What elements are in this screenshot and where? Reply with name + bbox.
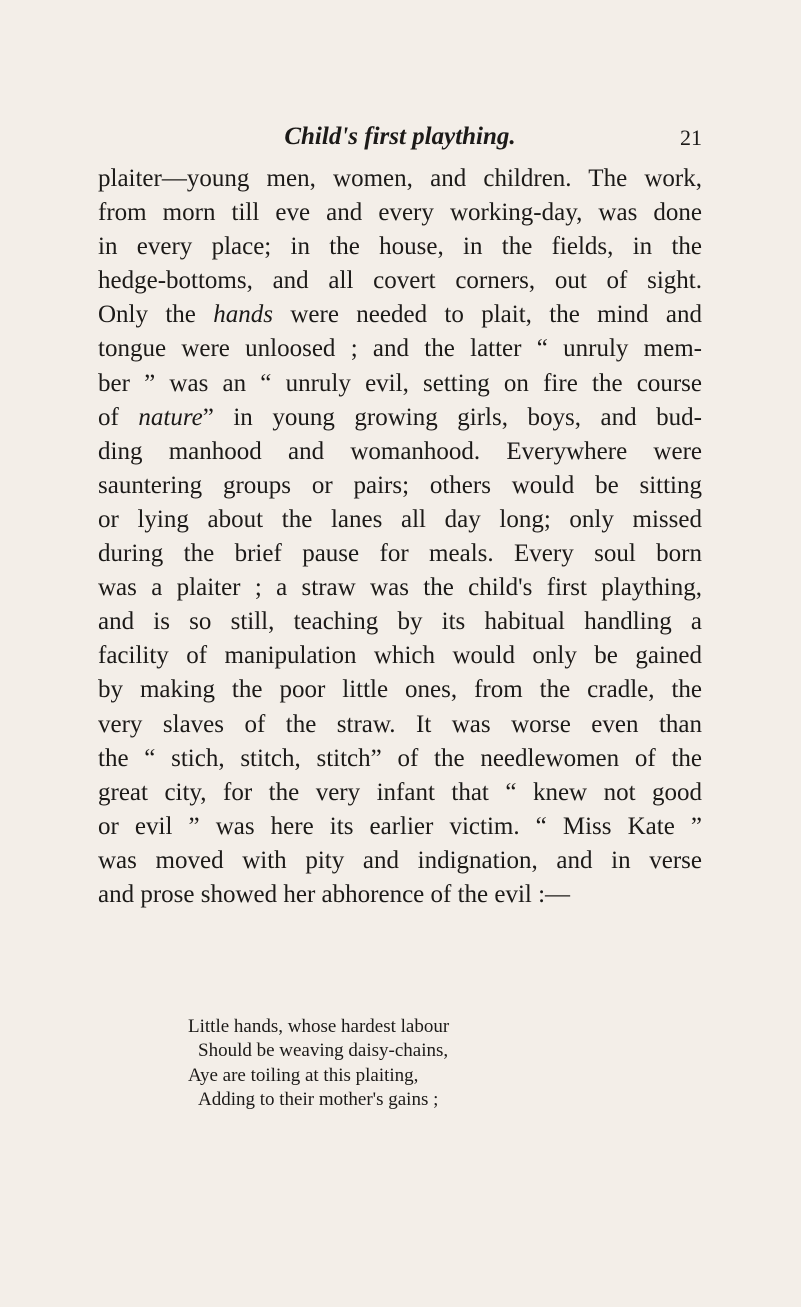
verse-line: Should be weaving daisy-chains, [198,1040,449,1062]
text-line: by making the poor little ones, from the cradle, the [98,676,702,704]
text-line: the “ stich, stitch, stitch” of the needlewomen of the [98,744,702,772]
text-line: was moved with pity and indignation, and in verse [98,846,702,874]
text-line: ber ” was an “ unruly evil, setting on fire the course [98,369,702,397]
text-line: during the brief pause for meals. Every soul born [98,540,702,568]
text-line [98,401,702,435]
page-number: 21 [680,125,702,150]
text-segment: were needed to plait, the mind and [273,301,702,329]
text-line: or evil ” was here its earlier victim. “ Miss Kate ” [98,812,702,840]
text-line: tongue were unloosed ; and the latter “ unruly mem- [98,335,702,363]
running-head [98,117,702,157]
text-line: and prose showed her abhorence of the evil :— [98,880,571,908]
text-segment: ” in young growing girls, boys, and bud- [202,403,702,431]
text-line: hedge-bottoms, and all covert corners, out of sight. [98,267,702,295]
text-line: facility of manipulation which would only be gained [98,642,702,670]
text-line: or lying about the lanes all day long; only missed [98,505,702,533]
text-line: from morn till eve and every working-day, was done [98,199,702,227]
verse-stanza [98,1015,702,1112]
text-line: sauntering groups or pairs; others would be sitting [98,471,702,499]
italic-word: nature [138,403,203,431]
text-line: was a plaiter ; a straw was the child's first plaything, [98,574,702,602]
text-line: and is so still, teaching by its habitual handling a [98,608,702,636]
verse-line: Adding to their mother's gains ; [198,1088,439,1110]
running-title: Child's first plaything. [284,123,516,150]
verse-line: Aye are toiling at this plaiting, [188,1064,419,1086]
body-text [98,162,702,912]
text-segment: Only the [98,301,214,329]
text-line: great city, for the very infant that “ knew not good [98,778,702,806]
text-line: very slaves of the straw. It was worse even than [98,710,702,738]
text-line [98,298,702,332]
text-line: ding manhood and womanhood. Everywhere were [98,437,702,465]
text-line: plaiter—young men, women, and children. The work, [98,165,702,192]
text-line: in every place; in the house, in the fields, in the [98,233,702,261]
verse-line: Little hands, whose hardest labour [188,1016,450,1037]
italic-word: hands [213,301,273,329]
text-segment: of [98,403,139,431]
